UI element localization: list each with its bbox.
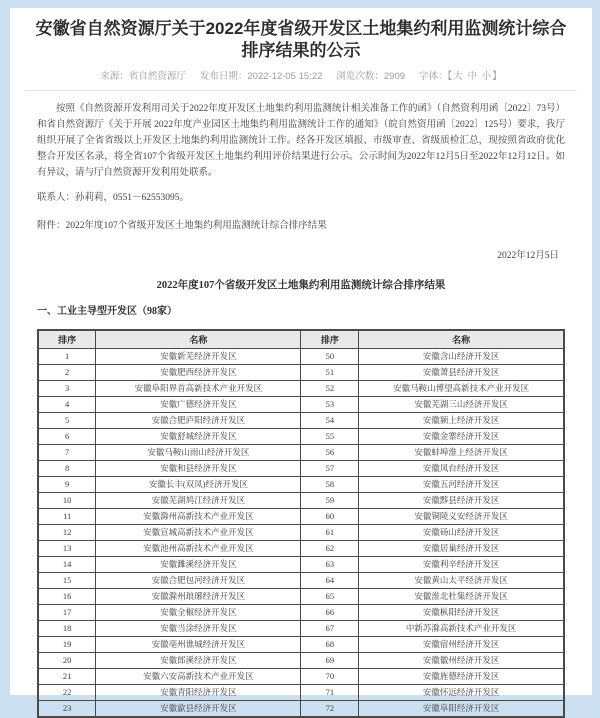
rank-cell: 3 (38, 381, 96, 397)
zone-name-cell: 安徽滁州高新技术产业开发区 (96, 509, 301, 525)
table-row (38, 541, 564, 557)
rank-cell: 12 (38, 525, 96, 541)
content-panel (10, 8, 592, 713)
zone-name-cell: 安徽居巢经济开发区 (359, 541, 564, 557)
zone-name-cell: 安徽马鞍山博望高新技术产业开发区 (359, 381, 564, 397)
zone-name-cell: 安徽利辛经济开发区 (359, 557, 564, 573)
table-row (38, 413, 564, 429)
zone-name-cell: 安徽旌德经济开发区 (359, 669, 564, 685)
table-row (38, 461, 564, 477)
rank-cell: 65 (301, 589, 359, 605)
zone-name-cell: 安徽池州高新技术产业开发区 (96, 541, 301, 557)
rank-cell: 14 (38, 557, 96, 573)
table-row (38, 397, 564, 413)
font-size-large-link[interactable]: 大 (453, 71, 463, 82)
zone-name-cell: 安徽当涂经济开发区 (96, 621, 301, 637)
zone-name-cell: 安徽铜陵义安经济开发区 (359, 509, 564, 525)
rank-cell: 5 (38, 413, 96, 429)
article-body (25, 101, 577, 718)
zone-name-cell: 安徽广德经济开发区 (96, 397, 301, 413)
rank-cell: 54 (301, 413, 359, 429)
zone-name-cell: 安徽合肥包河经济开发区 (96, 573, 301, 589)
rank-cell: 21 (38, 669, 96, 685)
zone-name-cell: 安徽芜湖鸠江经济开发区 (96, 493, 301, 509)
zone-name-cell: 安徽黟县经济开发区 (359, 493, 564, 509)
zone-name-cell: 安徽枞阳经济开发区 (359, 605, 564, 621)
rank-cell: 19 (38, 637, 96, 653)
rank-cell: 68 (301, 637, 359, 653)
table-row (38, 349, 564, 365)
zone-name-cell: 安徽合肥庐阳经济开发区 (96, 413, 301, 429)
rank-cell: 66 (301, 605, 359, 621)
rank-cell: 22 (38, 685, 96, 701)
body-paragraph: 按照《自然资源开发利用司关于2022年度开发区土地集约利用监测统计相关准备工作的函》（自然资利用函〔2022〕73号）和省自然资源厅《关于开展 2022年度产业园区土地集约利用监测统计工作的通知》（皖自然资用函〔2022〕125号）要求，我厅组织开展了全省省级以上开发区土地集约利用监测统计工作。经各开发区填报、市级审查、省级质检汇总，现按照省政府优化整合开发区名录，将全省107个省级开发区土地集约利用评价结果进行公示。公示时间为2022年12月5日至2022年12月12日。如有异议，请与厅自然资源开发利用处联系。 (37, 104, 565, 178)
rank-cell: 4 (38, 397, 96, 413)
contact-line: 联系人：孙莉莉，0551－62553095。 (37, 193, 190, 203)
header-rank-left: 排序 (38, 330, 96, 349)
zone-name-cell: 安徽金寨经济开发区 (359, 429, 564, 445)
font-size-small-link[interactable]: 小 (481, 71, 492, 82)
table-row (38, 701, 564, 718)
zone-name-cell: 安徽含山经济开发区 (359, 349, 564, 365)
table-row (38, 637, 564, 653)
table-row (38, 605, 564, 621)
table-row (38, 445, 564, 461)
table-row (38, 429, 564, 445)
rank-cell: 64 (301, 573, 359, 589)
table-row (38, 621, 564, 637)
rank-cell: 8 (38, 461, 96, 477)
header-name-right: 名称 (359, 330, 564, 349)
zone-name-cell: 安徽郎溪经济开发区 (96, 653, 301, 669)
page-title: 安徽省自然资源厅关于2022年度省级开发区土地集约利用监测统计综合排序结果的公示 (35, 19, 567, 60)
meta-views: 浏览次数：2909 (336, 71, 406, 82)
zone-name-cell: 安徽马鞍山雨山经济开发区 (96, 445, 301, 461)
zone-name-cell: 安徽和县经济开发区 (96, 461, 301, 477)
ranking-table (37, 329, 565, 718)
zone-name-cell: 安徽怀远经济开发区 (359, 685, 564, 701)
rank-cell: 52 (301, 381, 359, 397)
rank-cell: 58 (301, 477, 359, 493)
table-row (38, 525, 564, 541)
zone-name-cell: 安徽砀山经济开发区 (359, 525, 564, 541)
rank-cell: 71 (301, 685, 359, 701)
rank-cell: 10 (38, 493, 96, 509)
rank-cell: 7 (38, 445, 96, 461)
rank-cell: 6 (38, 429, 96, 445)
rank-cell: 50 (301, 349, 359, 365)
zone-name-cell: 安徽肥西经济开发区 (96, 365, 301, 381)
table-row (38, 365, 564, 381)
zone-name-cell: 安徽蚌埠淮上经济开发区 (359, 445, 564, 461)
rank-cell: 69 (301, 653, 359, 669)
rank-cell: 1 (38, 349, 96, 365)
table-row (38, 669, 564, 685)
table-row (38, 589, 564, 605)
article-meta (25, 68, 577, 82)
rank-cell: 61 (301, 525, 359, 541)
zone-name-cell: 安徽六安高新技术产业开发区 (96, 669, 301, 685)
zone-name-cell: 安徽滁州琅琊经济开发区 (96, 589, 301, 605)
zone-name-cell: 安徽舒城经济开发区 (96, 429, 301, 445)
header-name-left: 名称 (96, 330, 301, 349)
rank-cell: 70 (301, 669, 359, 685)
zone-name-cell: 安徽濉溪经济开发区 (96, 557, 301, 573)
font-size-medium-link[interactable]: 中 (467, 71, 477, 82)
zone-name-cell: 安徽淮北杜集经济开发区 (359, 589, 564, 605)
zone-name-cell: 安徽宣城高新技术产业开发区 (96, 525, 301, 541)
zone-name-cell: 安徽萧县经济开发区 (359, 365, 564, 381)
zone-name-cell: 安徽宿州经济开发区 (359, 637, 564, 653)
table-row (38, 493, 564, 509)
rank-cell: 16 (38, 589, 96, 605)
attachment-title: 2022年度107个省级开发区土地集约利用监测统计综合排序结果 (156, 280, 446, 291)
zone-name-cell: 安徽凤台经济开发区 (359, 461, 564, 477)
rank-cell: 56 (301, 445, 359, 461)
zone-name-cell: 安徽芜湖三山经济开发区 (359, 397, 564, 413)
zone-name-cell: 安徽全椒经济开发区 (96, 605, 301, 621)
header-rank-right: 排序 (301, 330, 359, 349)
rank-cell: 9 (38, 477, 96, 493)
rank-cell: 11 (38, 509, 96, 525)
rank-cell: 72 (301, 701, 359, 718)
font-size-control (419, 71, 502, 82)
rank-cell: 13 (38, 541, 96, 557)
table-row (38, 653, 564, 669)
zone-name-cell: 中新苏滁高新技术产业开发区 (359, 621, 564, 637)
meta-publish-date: 发布日期：2022-12-05 15:22 (199, 71, 323, 82)
attachment-line: 附件：2022年度107个省级开发区土地集约利用监测统计综合排序结果 (37, 221, 327, 231)
zone-name-cell: 安徽黄山太平经济开发区 (359, 573, 564, 589)
table-row (38, 477, 564, 493)
rank-cell: 17 (38, 605, 96, 621)
zone-name-cell: 安徽歙县经济开发区 (96, 701, 301, 718)
zone-name-cell: 安徽阜阳界首高新技术产业开发区 (96, 381, 301, 397)
rank-cell: 2 (38, 365, 96, 381)
table-row (38, 381, 564, 397)
section-heading: 一、工业主导型开发区（98家） (37, 306, 177, 317)
zone-name-cell: 安徽徽州经济开发区 (359, 653, 564, 669)
table-header-row (38, 330, 564, 349)
table-row (38, 509, 564, 525)
rank-cell: 59 (301, 493, 359, 509)
font-size-prefix: 字体：【 (419, 71, 453, 82)
table-row (38, 685, 564, 701)
rank-cell: 67 (301, 621, 359, 637)
zone-name-cell: 安徽颍上经济开发区 (359, 413, 564, 429)
rank-cell: 15 (38, 573, 96, 589)
divider (25, 90, 577, 91)
font-size-suffix: 】 (492, 71, 502, 82)
rank-cell: 57 (301, 461, 359, 477)
rank-cell: 23 (38, 701, 96, 718)
rank-cell: 63 (301, 557, 359, 573)
zone-name-cell: 安徽新芜经济开发区 (96, 349, 301, 365)
rank-cell: 55 (301, 429, 359, 445)
zone-name-cell: 安徽长丰(双凤)经济开发区 (96, 477, 301, 493)
table-row (38, 573, 564, 589)
meta-source: 来源：省自然资源厅 (100, 71, 186, 82)
rank-cell: 20 (38, 653, 96, 669)
zone-name-cell: 安徽亳州谯城经济开发区 (96, 637, 301, 653)
zone-name-cell: 安徽青阳经济开发区 (96, 685, 301, 701)
rank-cell: 53 (301, 397, 359, 413)
rank-cell: 60 (301, 509, 359, 525)
rank-cell: 18 (38, 621, 96, 637)
zone-name-cell: 安徽阜阳经济开发区 (359, 701, 564, 718)
rank-cell: 51 (301, 365, 359, 381)
table-row (38, 557, 564, 573)
sign-date: 2022年12月5日 (497, 251, 559, 261)
rank-cell: 62 (301, 541, 359, 557)
zone-name-cell: 安徽五河经济开发区 (359, 477, 564, 493)
ranking-table-body (38, 349, 564, 718)
